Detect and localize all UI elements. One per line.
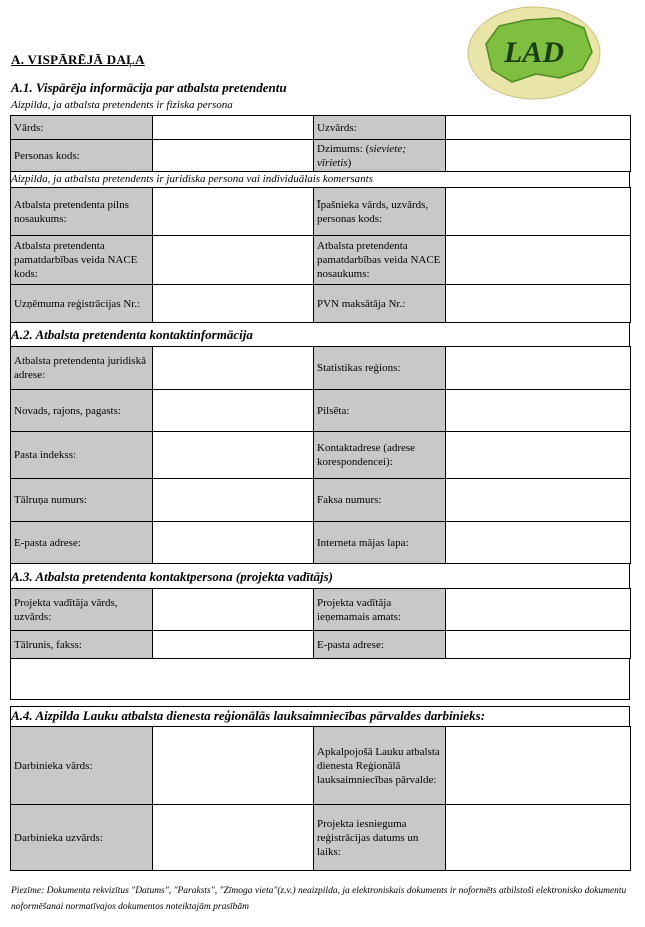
kontaktadrese-label: Kontaktadrese (adrese korespondencei): bbox=[314, 432, 446, 479]
faksa-field[interactable] bbox=[446, 479, 631, 522]
ipasnieka-label: Īpašnieka vārds, uzvārds, personas kods: bbox=[314, 188, 446, 236]
pilns-nosaukums-label: Atbalsta pretendenta pilns nosaukums: bbox=[11, 188, 153, 236]
iesnieguma-datums-field[interactable] bbox=[446, 805, 631, 871]
nace-nosaukums-field[interactable] bbox=[446, 236, 631, 285]
vaditaja-amats-field[interactable] bbox=[446, 589, 631, 631]
nace-kods-field[interactable] bbox=[153, 236, 314, 285]
uzvards-field[interactable] bbox=[446, 116, 631, 140]
pilns-nosaukums-field[interactable] bbox=[153, 188, 314, 236]
personas-kods-label: Personas kods: bbox=[11, 140, 153, 172]
personas-kods-field[interactable] bbox=[153, 140, 314, 172]
note-company: Aizpilda, ja atbalsta pretendents ir juridiska persona vai individuālais komersants bbox=[11, 173, 373, 185]
dzimums-prefix: Dzimums: ( bbox=[317, 142, 370, 155]
section-a3-title: A.3. Atbalsta pretendenta kontaktpersona (projekta vadītājs) bbox=[11, 569, 334, 584]
kontaktadrese-field[interactable] bbox=[446, 432, 631, 479]
pvn-field[interactable] bbox=[446, 285, 631, 323]
iesnieguma-datums-label: Projekta iesnieguma reģistrācijas datums un laiks: bbox=[314, 805, 446, 871]
section-a4-title: A.4. Aizpilda Lauku atbalsta dienesta reģionālās lauksaimniecības pārvaldes darbinieks: bbox=[11, 708, 486, 723]
a2-contact-table bbox=[10, 346, 631, 564]
vaditaja-amats-label: Projekta vadītāja ieņemamais amats: bbox=[314, 589, 446, 631]
logo-text: LAD bbox=[504, 36, 564, 69]
a1-company-table bbox=[10, 187, 631, 323]
uzvards-label: Uzvārds: bbox=[314, 116, 446, 140]
lad-logo bbox=[464, 4, 604, 102]
vards-label: Vārds: bbox=[11, 116, 153, 140]
juridiska-adrese-label: Atbalsta pretendenta juridiskā adrese: bbox=[11, 347, 153, 390]
pasta-indekss-label: Pasta indekss: bbox=[11, 432, 153, 479]
part-title: A. VISPĀRĒJĀ DAĻA bbox=[11, 52, 145, 67]
section-a2-title: A.2. Atbalsta pretendenta kontaktinformācija bbox=[11, 327, 253, 342]
statistikas-regions-label: Statistikas reģions: bbox=[314, 347, 446, 390]
vaditaja-vards-label: Projekta vadītāja vārds, uzvārds: bbox=[11, 589, 153, 631]
pilseta-field[interactable] bbox=[446, 390, 631, 432]
dzimums-suffix: ) bbox=[347, 156, 352, 169]
note-company-box bbox=[10, 171, 630, 188]
statistikas-regions-field[interactable] bbox=[446, 347, 631, 390]
registracijas-label: Uzņēmuma reģistrācijas Nr.: bbox=[11, 285, 153, 323]
footnote: Piezīme: Dokumenta rekvizītus "Datums", "Paraksts", "Zīmoga vieta"(z.v.) neaizpilda, ja elektroniskais dokuments ir noformēts atbilstoši elektronisko dokumentu noformēšanai normatīvajos dokumentos noteiktajām prasībām bbox=[11, 886, 627, 912]
blank-row bbox=[10, 658, 630, 700]
dzimums-label bbox=[314, 140, 446, 172]
registracijas-field[interactable] bbox=[153, 285, 314, 323]
a4-employee-table bbox=[10, 726, 631, 871]
epasta-label: E-pasta adrese: bbox=[11, 522, 153, 564]
vaditaja-vards-field[interactable] bbox=[153, 589, 314, 631]
interneta-label: Interneta mājas lapa: bbox=[314, 522, 446, 564]
parvalde-label: Apkalpojošā Lauku atbalsta dienesta Reģionālā lauksaimniecības pārvalde: bbox=[314, 727, 446, 805]
darbinieka-uzvards-field[interactable] bbox=[153, 805, 314, 871]
note-person: Aizpilda, ja atbalsta pretendents ir fiziska persona bbox=[11, 99, 233, 111]
a1-person-table bbox=[10, 115, 631, 172]
darbinieka-vards-label: Darbinieka vārds: bbox=[11, 727, 153, 805]
pasta-indekss-field[interactable] bbox=[153, 432, 314, 479]
pvn-label: PVN maksātāja Nr.: bbox=[314, 285, 446, 323]
lad-logo-graphic bbox=[464, 4, 604, 102]
juridiska-adrese-field[interactable] bbox=[153, 347, 314, 390]
dzimums-options: sieviete; vīrietis bbox=[317, 142, 406, 169]
talruna-label: Tālruņa numurs: bbox=[11, 479, 153, 522]
interneta-field[interactable] bbox=[446, 522, 631, 564]
novads-label: Novads, rajons, pagasts: bbox=[11, 390, 153, 432]
talrunis-fakss-field[interactable] bbox=[153, 631, 314, 659]
vards-field[interactable] bbox=[153, 116, 314, 140]
ipasnieka-field[interactable] bbox=[446, 188, 631, 236]
nace-nosaukums-label: Atbalsta pretendenta pamatdarbības veida NACE nosaukums: bbox=[314, 236, 446, 285]
talrunis-fakss-label: Tālrunis, fakss: bbox=[11, 631, 153, 659]
darbinieka-vards-field[interactable] bbox=[153, 727, 314, 805]
faksa-label: Faksa numurs: bbox=[314, 479, 446, 522]
nace-kods-label: Atbalsta pretendenta pamatdarbības veida NACE kods: bbox=[11, 236, 153, 285]
pilseta-label: Pilsēta: bbox=[314, 390, 446, 432]
darbinieka-uzvards-label: Darbinieka uzvārds: bbox=[11, 805, 153, 871]
a3-epasta-label: E-pasta adrese: bbox=[314, 631, 446, 659]
parvalde-field[interactable] bbox=[446, 727, 631, 805]
epasta-field[interactable] bbox=[153, 522, 314, 564]
a3-epasta-field[interactable] bbox=[446, 631, 631, 659]
section-a1-title: A.1. Vispārēja informācija par atbalsta pretendentu bbox=[11, 80, 287, 95]
talruna-field[interactable] bbox=[153, 479, 314, 522]
a3-contact-person-table bbox=[10, 588, 631, 659]
dzimums-field[interactable] bbox=[446, 140, 631, 172]
novads-field[interactable] bbox=[153, 390, 314, 432]
